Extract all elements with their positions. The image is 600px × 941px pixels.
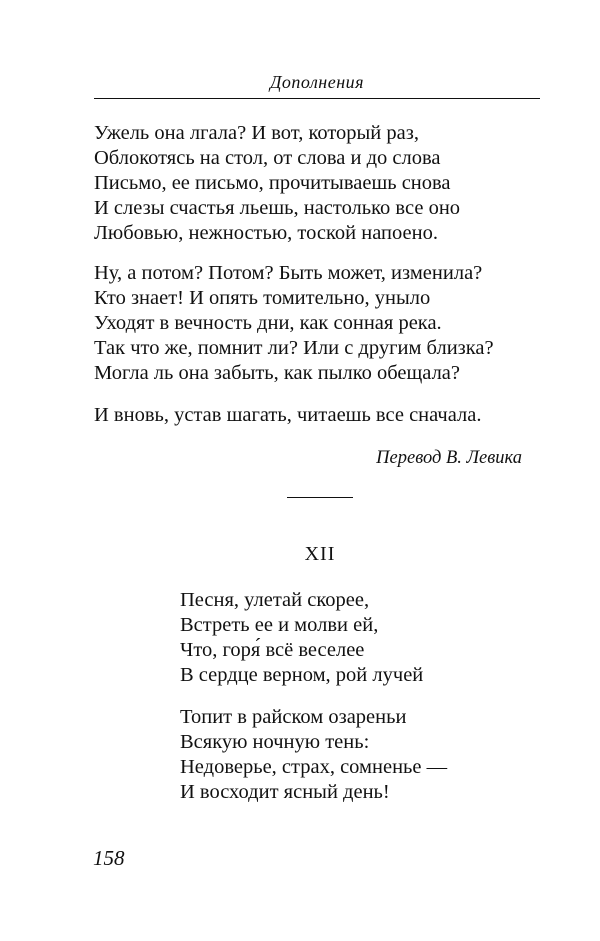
section-separator xyxy=(287,497,353,498)
verse-line: Недоверье, страх, сомненье — xyxy=(180,756,448,778)
verse-line: Уходят в вечность дни, как сонная река. xyxy=(94,312,442,334)
verse-line: Письмо, ее письмо, прочитываешь снова xyxy=(94,172,451,194)
header-rule xyxy=(94,98,540,99)
verse-line: В сердце верном, рой лучей xyxy=(180,664,424,686)
verse-line: Любовью, нежностью, тоской напоено. xyxy=(94,222,438,244)
verse-line: Так что же, помнит ли? Или с другим близка? xyxy=(94,337,494,359)
verse-line: Ну, а потом? Потом? Быть может, изменила? xyxy=(94,262,483,284)
verse-line: Могла ль она забыть, как пылко обещала? xyxy=(94,362,460,384)
verse-line: Встреть ее и молви ей, xyxy=(180,614,379,636)
poem-number: XII xyxy=(304,543,336,565)
verse-line: Топит в райском озареньи xyxy=(180,706,407,728)
verse-line: Всякую ночную тень: xyxy=(180,731,370,753)
translator-attribution: Перевод В. Левика xyxy=(376,448,522,468)
verse-line: И восходит ясный день! xyxy=(180,781,390,803)
poem-1-stanza-2 xyxy=(94,261,494,386)
verse-line: И вновь, устав шагать, читаешь все сначала. xyxy=(94,404,482,426)
poem-2-stanza-2 xyxy=(180,705,447,805)
verse-line: И слезы счастья льешь, настолько все оно xyxy=(94,197,461,219)
verse-line: Облокотясь на стол, от слова и до слова xyxy=(94,147,441,169)
verse-line: Песня, улетай скорее, xyxy=(180,589,370,611)
poem-2-stanza-1 xyxy=(180,588,423,688)
verse-line: Ужель она лгала? И вот, который раз, xyxy=(94,122,419,144)
poem-1-stanza-3 xyxy=(94,403,481,428)
running-title: Дополнения xyxy=(269,72,365,92)
verse-line: Кто знает! И опять томительно, уныло xyxy=(94,287,431,309)
verse-line: Что, горя́ всё веселее xyxy=(180,639,365,661)
poem-1-stanza-1 xyxy=(94,121,460,246)
page-number: 158 xyxy=(93,846,125,870)
